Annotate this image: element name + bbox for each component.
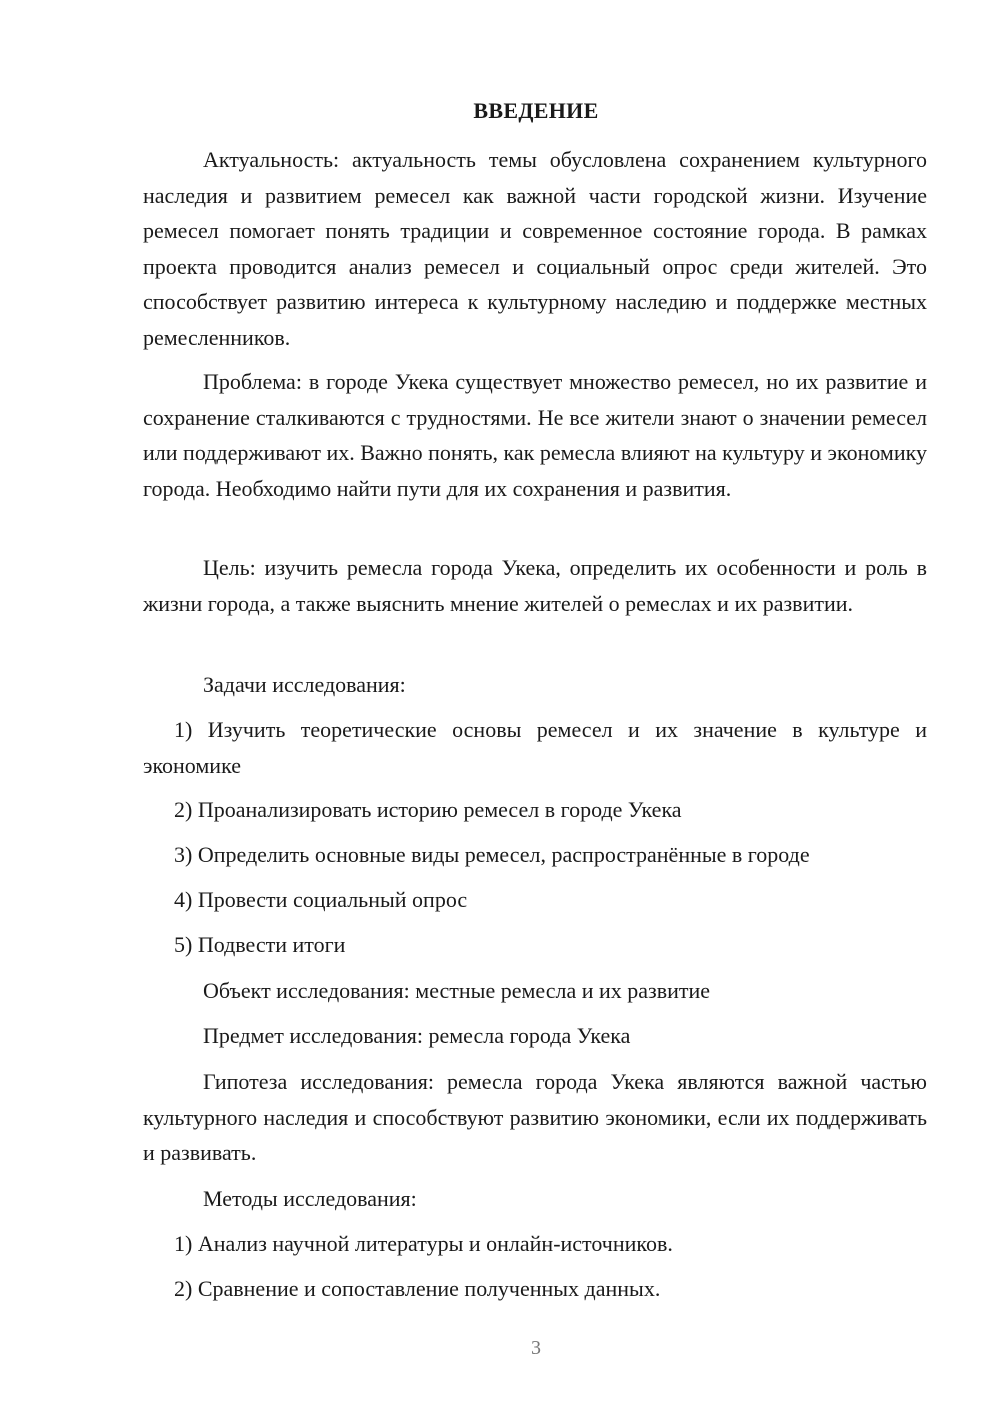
goal-paragraph: Цель: изучить ремесла города Укека, определить их особенности и роль в жизни города, а также выяснить мнение жителей о ремеслах и их развитии. <box>143 555 927 616</box>
page-title: ВВЕДЕНИЕ <box>473 98 599 123</box>
actuality-paragraph: Актуальность: актуальность темы обусловлена сохранением культурного наследия и развитием ремесел как важной части городской жизни. Изучение ремесел помогает понять традиции и современное состояние города. В рамках проекта проводится анализ ремесел и социальный опрос среди жителей. Это способствует развитию интереса к культурному наследию и поддержке местных ремесленников. <box>143 147 927 350</box>
page-number: 3 <box>531 1337 541 1359</box>
task-item-1: 1) Изучить теоретические основы ремесел и их значение в культуре и экономике <box>143 717 927 778</box>
methods-heading: Методы исследования: <box>203 1186 417 1211</box>
research-subject: Предмет исследования: ремесла города Укека <box>203 1023 631 1048</box>
method-item-1: 1) Анализ научной литературы и онлайн-источников. <box>174 1231 673 1256</box>
task-item-4: 4) Провести социальный опрос <box>174 887 468 912</box>
method-item-2: 2) Сравнение и сопоставление полученных данных. <box>174 1276 661 1301</box>
task-item-3: 3) Определить основные виды ремесел, распространённые в городе <box>174 842 810 867</box>
hypothesis-paragraph: Гипотеза исследования: ремесла города Укека являются важной частью культурного наследия и способствуют развитию экономики, если их поддерживать и развивать. <box>143 1069 927 1165</box>
problem-paragraph: Проблема: в городе Укека существует множество ремесел, но их развитие и сохранение сталкиваются с трудностями. Не все жители знают о значении ремесел или поддерживают их. Важно понять, как ремесла влияют на культуру и экономику города. Необходимо найти пути для их сохранения и развития. <box>143 369 927 501</box>
tasks-heading: Задачи исследования: <box>203 672 406 697</box>
task-item-2: 2) Проанализировать историю ремесел в городе Укека <box>174 797 682 822</box>
research-object: Объект исследования: местные ремесла и их развитие <box>203 978 711 1003</box>
task-item-5: 5) Подвести итоги <box>174 932 346 957</box>
